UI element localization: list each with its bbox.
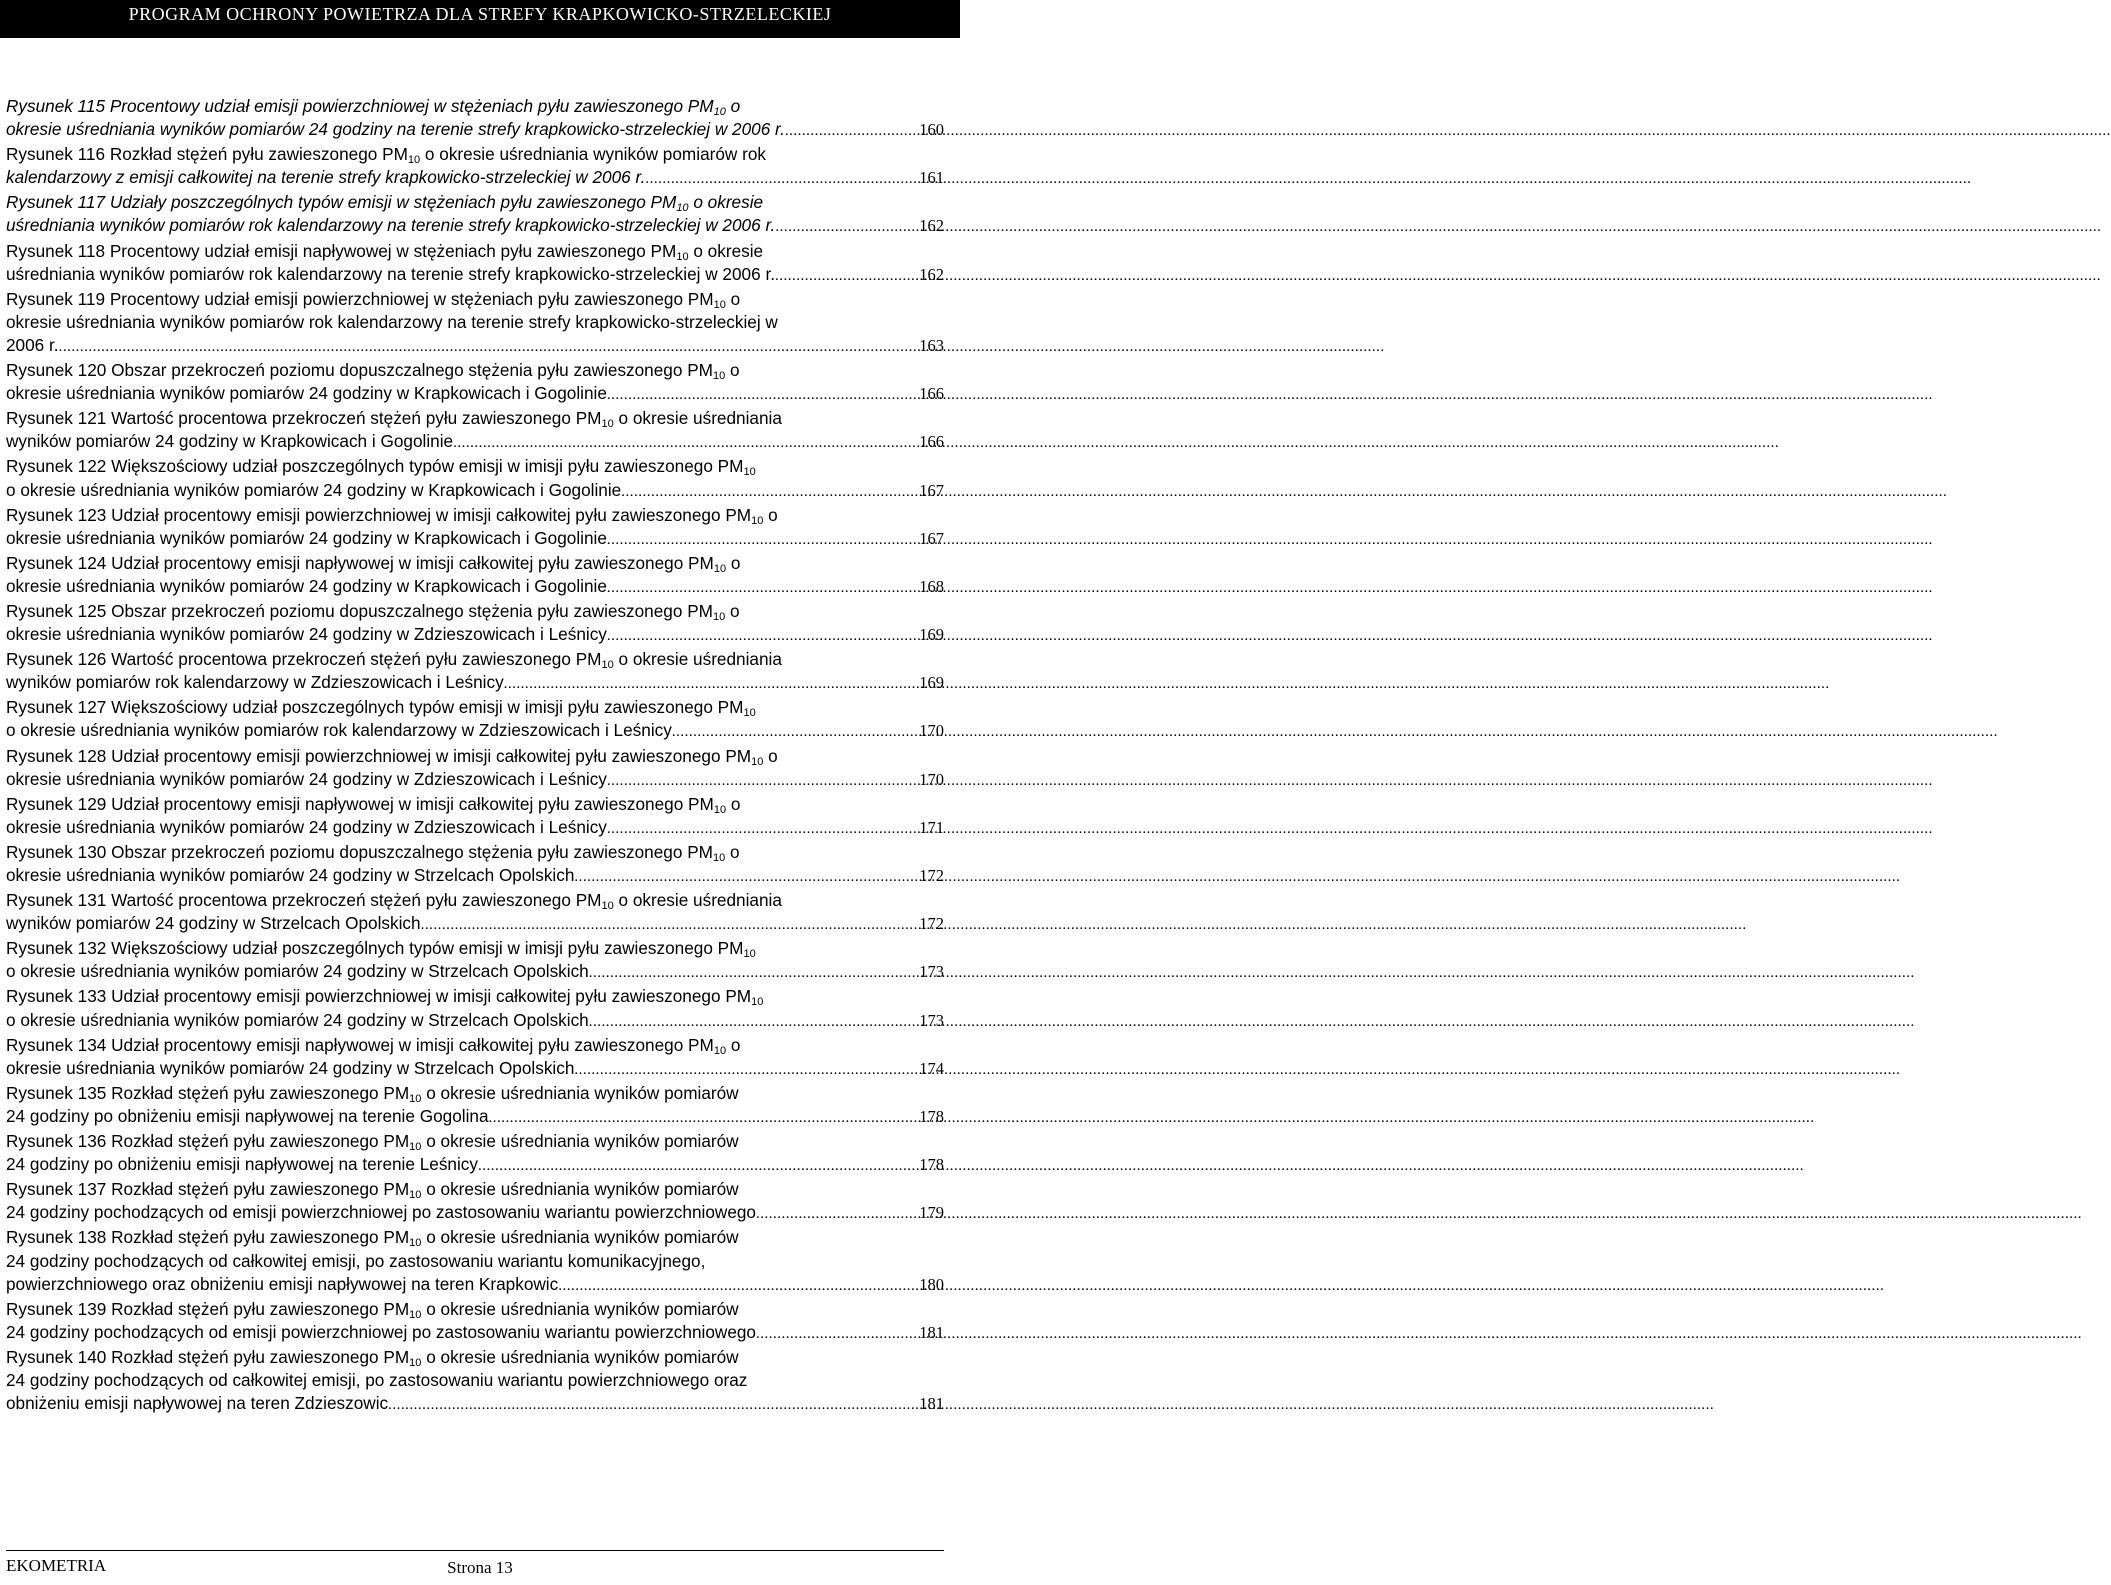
- toc-entry-text: [6, 912, 421, 935]
- leader-dots: [421, 914, 919, 937]
- toc-entry-line: [6, 1298, 944, 1321]
- text-segment: o okresie uśredniania wyników pomiarów 24 godziny w Krapkowicach i Gogolinie: [6, 479, 622, 500]
- leader-dots: [621, 481, 918, 504]
- leader-dots: [558, 1275, 918, 1298]
- toc-entry-text: [6, 1227, 739, 1250]
- text-segment: o okresie: [688, 192, 764, 213]
- toc-entry-text: [6, 1131, 739, 1154]
- toc-entry-text: [6, 842, 740, 862]
- toc-page-number[interactable]: 171: [919, 817, 944, 837]
- toc-entry[interactable]: [6, 745, 944, 793]
- toc-entry-text: [6, 1153, 478, 1176]
- toc-entry-line: [6, 768, 944, 793]
- text-segment: uśredniania wyników pomiarów rok kalendarzowy na terenie strefy krapkowicko-strzeleckiej w 2006 r.: [6, 215, 776, 236]
- text-segment: 24 godziny pochodzących od całkowitej emisji, po zastosowaniu wariantu powierzchniowego oraz: [6, 1369, 748, 1390]
- toc-entry-text: [6, 96, 740, 116]
- toc-entry[interactable]: [6, 191, 944, 239]
- toc-entry[interactable]: [6, 166, 944, 191]
- toc-page-number[interactable]: 181: [919, 1322, 944, 1342]
- text-segment: o okresie uśredniania wyników pomiarów rok kalendarzowy w Zdzieszowicach i Leśnicy: [6, 720, 672, 741]
- toc-entry-line: [6, 1273, 944, 1298]
- toc-entry-text: [6, 118, 785, 141]
- toc-entry-text: [6, 1105, 489, 1128]
- toc-entry-text: [6, 144, 766, 167]
- toc-entry[interactable]: [6, 600, 944, 648]
- text-segment: Rysunek 123 Udział procentowy emisji powierzchniowej w imisji całkowitej pyłu zawieszonego PM: [6, 504, 752, 525]
- text-segment: o: [726, 552, 741, 573]
- text-segment: o okresie uśredniania wyników pomiarów: [421, 1346, 739, 1367]
- toc-entry-text: [6, 1057, 574, 1080]
- toc-entry-text: [6, 1347, 739, 1367]
- toc-entry-line: [6, 696, 944, 719]
- toc-entry-line: [6, 527, 944, 552]
- subscript: 10: [712, 851, 726, 864]
- toc-entry-line: [6, 552, 944, 575]
- toc-entry-text: [6, 1370, 747, 1390]
- toc-entry[interactable]: [6, 240, 944, 288]
- toc-entry-line: [6, 1105, 944, 1130]
- toc-entry-text: [6, 601, 740, 621]
- text-segment: powierzchniowego oraz obniżeniu emisji napływowej na teren Krapkowic: [6, 1273, 559, 1294]
- subscript: 10: [409, 1189, 422, 1202]
- toc-entry-text: [6, 890, 782, 913]
- toc-entry-text: [6, 719, 672, 742]
- toc-entry-text: [6, 1273, 558, 1296]
- text-segment: obniżeniu emisji napływowej na teren Zdzieszowic: [6, 1393, 389, 1414]
- toc-entry-text: [6, 166, 645, 189]
- text-segment: Rysunek 132 Większościowy udział poszczególnych typów emisji w imisji pyłu zawieszonego PM: [6, 938, 744, 959]
- toc-entry-text: [6, 360, 740, 383]
- leader-dots: [775, 216, 918, 239]
- leader-dots: [607, 577, 918, 600]
- subscript: 10: [751, 755, 764, 768]
- text-segment: Rysunek 140 Rozkład stężeń pyłu zawieszonego PM: [6, 1346, 410, 1367]
- toc-entry-line: [6, 1034, 944, 1057]
- toc-entry-text: [6, 334, 59, 357]
- leader-dots: [607, 384, 918, 407]
- subscript: 10: [407, 154, 421, 167]
- subscript: 10: [713, 1044, 727, 1057]
- toc-entry-text: [6, 479, 621, 502]
- toc-entry-line: [6, 985, 944, 1008]
- header-title: PROGRAM OCHRONY POWIETRZA DLA STREFY KRAPKOWICKO-STRZELECKIEJ: [128, 4, 832, 24]
- footer-company: EKOMETRIA: [6, 1556, 107, 1575]
- toc-page-number[interactable]: 163: [919, 335, 944, 355]
- toc-entry-line: [6, 479, 944, 504]
- document-header: [0, 0, 960, 38]
- subscript: 10: [713, 106, 726, 118]
- toc-entry-line: [6, 1250, 944, 1273]
- text-segment: Rysunek 115 Procentowy udział emisji powierzchniowej w stężeniach pyłu zawieszonego PM: [6, 96, 714, 116]
- text-segment: Rysunek 137 Rozkład stężeń pyłu zawieszonego PM: [6, 1179, 410, 1200]
- leader-dots: [756, 1203, 918, 1226]
- text-segment: o: [725, 841, 740, 862]
- subscript: 10: [409, 1308, 422, 1321]
- toc-entry-line: [6, 1153, 944, 1178]
- toc-entry[interactable]: [6, 1346, 944, 1417]
- text-segment: o: [763, 745, 778, 766]
- toc-entry[interactable]: [6, 95, 944, 143]
- text-segment: o: [725, 600, 740, 621]
- text-segment: o: [725, 360, 740, 381]
- text-segment: okresie uśredniania wyników pomiarów 24 godziny w Zdzieszowicach i Leśnicy: [6, 768, 607, 789]
- text-segment: Rysunek 126 Wartość procentowa przekroczeń stężeń pyłu zawieszonego PM: [6, 649, 602, 670]
- toc-entry-line: [6, 334, 944, 359]
- text-segment: o: [726, 793, 741, 814]
- text-segment: o okresie uśredniania wyników pomiarów 24 godziny w Strzelcach Opolskich: [6, 1009, 589, 1030]
- toc-page-number[interactable]: 162: [919, 264, 944, 284]
- toc-entry-text: [6, 986, 764, 1009]
- leader-dots: [59, 336, 919, 359]
- leader-dots: [607, 625, 918, 648]
- text-segment: o okresie uśredniania wyników pomiarów 24 godziny w Strzelcach Opolskich: [6, 961, 589, 982]
- text-segment: o okresie uśredniania wyników pomiarów: [421, 1227, 739, 1248]
- toc-entry-text: [6, 960, 589, 983]
- toc-entry[interactable]: [6, 648, 944, 696]
- leader-dots: [504, 673, 919, 696]
- toc-entry[interactable]: [6, 889, 944, 937]
- text-segment: 24 godziny pochodzących od emisji powierzchniowej po zastosowaniu wariantu powierzchniowego: [6, 1321, 756, 1342]
- toc-page-number[interactable]: 161: [919, 168, 944, 188]
- toc-entry-line: [6, 240, 944, 263]
- toc-entry[interactable]: [6, 1130, 944, 1178]
- toc-entry-text: [6, 241, 763, 261]
- toc-page-number[interactable]: 172: [919, 866, 944, 885]
- toc-entry-line: [6, 504, 944, 527]
- toc-entry-text: [6, 1251, 705, 1271]
- leader-dots: [589, 962, 919, 985]
- toc-entry-line: [6, 288, 944, 311]
- toc-entry-text: [6, 1083, 739, 1103]
- toc-entry-line: [6, 960, 944, 985]
- text-segment: Rysunek 138 Rozkład stężeń pyłu zawieszonego PM: [6, 1227, 410, 1248]
- toc-page-number[interactable]: 172: [919, 914, 944, 934]
- toc-entry-text: [6, 623, 607, 646]
- text-segment: wyników pomiarów 24 godziny w Krapkowicach i Gogolinie: [6, 431, 454, 452]
- toc-entry-line: [6, 263, 944, 288]
- toc-entry-line: [6, 575, 944, 600]
- toc-page-number[interactable]: 160: [919, 120, 944, 140]
- toc-page-number[interactable]: 178: [919, 1155, 944, 1175]
- toc-entry-text: [6, 289, 740, 309]
- subscript: 10: [751, 996, 764, 1009]
- toc-entry[interactable]: [6, 696, 944, 744]
- text-segment: o okresie uśredniania: [613, 408, 782, 429]
- subscript: 10: [601, 659, 614, 672]
- toc-entry-text: [6, 864, 574, 887]
- toc-entry-line: [6, 1226, 944, 1249]
- toc-entry-line: [6, 1321, 944, 1346]
- text-segment: o okresie uśredniania: [613, 649, 782, 670]
- text-segment: o okresie uśredniania wyników pomiarów: [421, 1131, 739, 1152]
- toc-entry-line: [6, 311, 944, 334]
- text-segment: okresie uśredniania wyników pomiarów 24 godziny w Strzelcach Opolskich: [6, 865, 575, 885]
- text-segment: okresie uśredniania wyników pomiarów 24 godziny w Zdzieszowicach i Leśnicy: [6, 624, 607, 645]
- toc-entry-text: [6, 1201, 756, 1224]
- toc-page-number[interactable]: 174: [919, 1058, 944, 1078]
- toc-entry-text: [6, 1009, 589, 1032]
- text-segment: o okresie uśredniania wyników pomiarów: [421, 1179, 739, 1200]
- toc-entry[interactable]: [6, 841, 944, 889]
- toc-entry-line: [6, 1009, 944, 1034]
- footer-page-number: Strona 13: [447, 1558, 513, 1577]
- subscript: 10: [713, 562, 727, 575]
- toc-entry[interactable]: [6, 288, 944, 359]
- toc-entry[interactable]: [6, 143, 944, 166]
- leader-dots: [756, 1323, 918, 1346]
- text-segment: kalendarzowy z emisji całkowitej na terenie strefy krapkowicko-strzeleckiej w 2006 r.: [6, 167, 646, 188]
- toc-page-number[interactable]: 169: [919, 673, 944, 693]
- toc-entry-text: [6, 456, 756, 479]
- toc-entry-line: [6, 648, 944, 671]
- text-segment: Rysunek 128 Udział procentowy emisji powierzchniowej w imisji całkowitej pyłu zawieszonego PM: [6, 745, 752, 766]
- toc-entry-line: [6, 1178, 944, 1201]
- figure-list: [6, 95, 944, 1417]
- toc-entry-line: [6, 143, 944, 166]
- toc-page-number[interactable]: 181: [919, 1394, 944, 1414]
- toc-entry-text: [6, 1321, 756, 1344]
- subscript: 10: [601, 418, 614, 431]
- toc-entry[interactable]: [6, 1034, 944, 1082]
- toc-entry-text: [6, 938, 756, 961]
- toc-entry-text: [6, 768, 607, 791]
- toc-entry-line: [6, 1082, 944, 1105]
- toc-entry-line: [6, 889, 944, 912]
- text-segment: o okresie uśredniania: [613, 890, 782, 911]
- toc-entry[interactable]: [6, 1178, 944, 1226]
- leader-dots: [645, 168, 918, 191]
- toc-page-number[interactable]: 173: [919, 962, 944, 982]
- toc-entry[interactable]: [6, 455, 944, 503]
- text-segment: okresie uśredniania wyników pomiarów 24 godziny w Krapkowicach i Gogolinie: [6, 383, 607, 404]
- subscript: 10: [409, 1237, 422, 1250]
- subscript: 10: [712, 370, 726, 383]
- toc-page-number[interactable]: 169: [919, 625, 944, 645]
- toc-entry-text: [6, 382, 607, 405]
- toc-entry-line: [6, 719, 944, 744]
- toc-entry-line: [6, 1057, 944, 1082]
- toc-entry-line: [6, 430, 944, 455]
- subscript: 10: [713, 803, 727, 816]
- toc-entry-line: [6, 816, 944, 841]
- toc-entry-line: [6, 912, 944, 937]
- toc-entry[interactable]: [6, 1082, 944, 1130]
- toc-entry-line: [6, 1369, 944, 1392]
- subscript: 10: [743, 948, 756, 961]
- toc-entry-line: [6, 95, 944, 118]
- leader-dots: [785, 120, 918, 143]
- text-segment: o okresie uśredniania wyników pomiarów rok: [420, 144, 766, 165]
- text-segment: o okresie uśredniania wyników pomiarów: [421, 1082, 739, 1103]
- leader-dots: [607, 818, 918, 841]
- toc-page-number[interactable]: 162: [919, 216, 944, 236]
- toc-entry-text: [6, 816, 607, 839]
- leader-dots: [388, 1394, 918, 1417]
- text-segment: o okresie: [688, 240, 764, 261]
- toc-entry[interactable]: [6, 1226, 944, 1297]
- text-segment: Rysunek 116 Rozkład stężeń pyłu zawieszonego PM: [6, 144, 408, 165]
- leader-dots: [775, 265, 918, 288]
- toc-page-number[interactable]: 170: [919, 721, 944, 741]
- toc-entry[interactable]: [6, 504, 944, 552]
- toc-entry-text: [6, 697, 756, 720]
- toc-entry-line: [6, 118, 944, 143]
- toc-entry-line: [6, 1392, 944, 1417]
- toc-entry-line: [6, 382, 944, 407]
- leader-dots: [574, 1059, 918, 1082]
- text-segment: okresie uśredniania wyników pomiarów 24 godziny na terenie strefy krapkowicko-strzeleckiej w 2006 r.: [6, 119, 785, 140]
- toc-page-number[interactable]: 167: [919, 480, 944, 500]
- toc-entry[interactable]: [6, 552, 944, 600]
- toc-entry-line: [6, 191, 944, 214]
- text-segment: Rysunek 119 Procentowy udział emisji powierzchniowej w stężeniach pyłu zawieszonego PM: [6, 288, 714, 309]
- toc-entry-line: [6, 745, 944, 768]
- toc-entry-line: [6, 1201, 944, 1226]
- toc-entry-text: [6, 575, 607, 598]
- footer-divider: [6, 1550, 944, 1551]
- text-segment: Rysunek 122 Większościowy udział poszczególnych typów emisji w imisji pyłu zawieszonego PM: [6, 456, 744, 477]
- text-segment: okresie uśredniania wyników pomiarów 24 godziny w Krapkowicach i Gogolinie: [6, 527, 607, 548]
- text-segment: Rysunek 120 Obszar przekroczeń poziomu dopuszczalnego stężenia pyłu zawieszonego PM: [6, 360, 713, 381]
- toc-page-number[interactable]: 166: [919, 384, 944, 404]
- toc-entry-line: [6, 671, 944, 696]
- toc-entry-line: [6, 841, 944, 864]
- leader-dots: [607, 529, 918, 552]
- leader-dots: [478, 1155, 918, 1178]
- toc-entry-line: [6, 214, 944, 239]
- toc-entry-text: [6, 553, 740, 573]
- text-segment: Rysunek 118 Procentowy udział emisji napływowej w stężeniach pyłu zawieszonego PM: [6, 240, 677, 261]
- text-segment: wyników pomiarów 24 godziny w Strzelcach Opolskich: [6, 913, 421, 934]
- text-segment: o: [725, 288, 741, 309]
- toc-entry-line: [6, 407, 944, 430]
- toc-page-number[interactable]: 166: [919, 432, 944, 452]
- leader-dots: [489, 1107, 919, 1130]
- toc-page-number[interactable]: 179: [919, 1203, 944, 1223]
- toc-entry-text: [6, 527, 607, 550]
- text-segment: okresie uśredniania wyników pomiarów 24 godziny w Strzelcach Opolskich: [6, 1057, 575, 1078]
- leader-dots: [574, 866, 918, 889]
- toc-page-number[interactable]: 168: [919, 576, 944, 596]
- text-segment: Rysunek 129 Udział procentowy emisji napływowej w imisji całkowitej pyłu zawieszonego PM: [6, 793, 714, 814]
- text-segment: Rysunek 134 Udział procentowy emisji napływowej w imisji całkowitej pyłu zawieszonego PM: [6, 1034, 714, 1055]
- text-segment: Rysunek 131 Wartość procentowa przekroczeń stężeń pyłu zawieszonego PM: [6, 890, 602, 911]
- leader-dots: [589, 1011, 919, 1034]
- text-segment: 24 godziny po obniżeniu emisji napływowej na terenie Gogolina: [6, 1105, 489, 1126]
- subscript: 10: [751, 514, 764, 527]
- toc-entry[interactable]: [6, 985, 944, 1033]
- toc-page-number[interactable]: 170: [919, 769, 944, 789]
- text-segment: o: [726, 1034, 741, 1055]
- text-segment: o okresie uśredniania wyników pomiarów: [421, 1298, 739, 1319]
- toc-entry-text: [6, 505, 778, 525]
- subscript: 10: [409, 1141, 422, 1154]
- toc-entry-text: [6, 263, 775, 286]
- text-segment: Rysunek 117 Udziały poszczególnych typów emisji w stężeniach pyłu zawieszonego PM: [6, 192, 677, 213]
- toc-entry-text: [6, 746, 778, 766]
- toc-entry[interactable]: [6, 407, 944, 455]
- toc-entry-text: [6, 671, 504, 694]
- toc-entry[interactable]: [6, 937, 944, 985]
- toc-entry-text: [6, 1179, 739, 1202]
- leader-dots: [672, 721, 918, 744]
- toc-entry-line: [6, 937, 944, 960]
- toc-entry-text: [6, 214, 775, 237]
- text-segment: Rysunek 125 Obszar przekroczeń poziomu dopuszczalnego stężenia pyłu zawieszonego PM: [6, 600, 713, 621]
- text-segment: 2006 r.: [6, 334, 59, 355]
- toc-entry[interactable]: [6, 793, 944, 841]
- text-segment: Rysunek 139 Rozkład stężeń pyłu zawieszonego PM: [6, 1298, 410, 1319]
- toc-entry-text: [6, 1035, 740, 1055]
- toc-entry-line: [6, 623, 944, 648]
- text-segment: Rysunek 124 Udział procentowy emisji napływowej w imisji całkowitej pyłu zawieszonego PM: [6, 552, 714, 573]
- toc-entry-line: [6, 1346, 944, 1369]
- subscript: 10: [712, 610, 726, 623]
- text-segment: Rysunek 130 Obszar przekroczeń poziomu dopuszczalnego stężenia pyłu zawieszonego PM: [6, 841, 713, 862]
- toc-entry-text: [6, 1299, 739, 1319]
- subscript: 10: [713, 298, 726, 311]
- toc-entry-text: [6, 312, 778, 332]
- text-segment: Rysunek 127 Większościowy udział poszczególnych typów emisji w imisji pyłu zawieszonego PM: [6, 697, 744, 718]
- text-segment: okresie uśredniania wyników pomiarów rok kalendarzowy na terenie strefy krapkowicko-strzeleckiej w: [6, 311, 778, 332]
- text-segment: 24 godziny pochodzących od emisji powierzchniowej po zastosowaniu wariantu powierzchniowego: [6, 1202, 756, 1223]
- toc-entry-line: [6, 166, 944, 191]
- toc-entry-line: [6, 793, 944, 816]
- toc-page-number[interactable]: 178: [919, 1106, 944, 1126]
- text-segment: Rysunek 133 Udział procentowy emisji powierzchniowej w imisji całkowitej pyłu zawieszonego PM: [6, 986, 752, 1007]
- toc-entry-line: [6, 600, 944, 623]
- text-segment: okresie uśredniania wyników pomiarów 24 godziny w Krapkowicach i Gogolinie: [6, 575, 607, 596]
- toc-page-number[interactable]: 180: [919, 1274, 944, 1294]
- toc-entry-text: [6, 408, 782, 431]
- toc-entry-text: [6, 1392, 388, 1415]
- text-segment: 24 godziny pochodzących od całkowitej emisji, po zastosowaniu wariantu komunikacyjnego,: [6, 1250, 706, 1271]
- subscript: 10: [409, 1092, 422, 1105]
- toc-entry[interactable]: [6, 1298, 944, 1346]
- toc-entry[interactable]: [6, 359, 944, 407]
- subscript: 10: [676, 202, 689, 215]
- toc-entry-text: [6, 794, 740, 814]
- text-segment: Rysunek 135 Rozkład stężeń pyłu zawieszonego PM: [6, 1082, 410, 1103]
- toc-entry-text: [6, 649, 782, 672]
- subscript: 10: [743, 466, 756, 479]
- subscript: 10: [409, 1356, 422, 1369]
- text-segment: wyników pomiarów rok kalendarzowy w Zdzieszowicach i Leśnicy: [6, 672, 504, 693]
- toc-entry-line: [6, 864, 944, 889]
- toc-page-number[interactable]: 167: [919, 528, 944, 548]
- toc-entry-text: [6, 430, 453, 453]
- text-segment: Rysunek 121 Wartość procentowa przekroczeń stężeń pyłu zawieszonego PM: [6, 408, 602, 429]
- leader-dots: [607, 770, 918, 793]
- subscript: 10: [676, 250, 689, 263]
- toc-entry-line: [6, 455, 944, 478]
- text-segment: Rysunek 136 Rozkład stężeń pyłu zawieszonego PM: [6, 1131, 410, 1152]
- text-segment: uśredniania wyników pomiarów rok kalendarzowy na terenie strefy krapkowicko-strzeleckiej w 2006 r.: [6, 263, 775, 284]
- text-segment: o: [763, 504, 778, 525]
- subscript: 10: [601, 900, 614, 913]
- subscript: 10: [743, 707, 756, 720]
- text-segment: okresie uśredniania wyników pomiarów 24 godziny w Zdzieszowicach i Leśnicy: [6, 816, 607, 837]
- toc-entry-line: [6, 1130, 944, 1153]
- toc-entry-line: [6, 359, 944, 382]
- toc-entry-text: [6, 192, 764, 215]
- toc-page-number[interactable]: 173: [919, 1010, 944, 1030]
- text-segment: 24 godziny po obniżeniu emisji napływowej na terenie Leśnicy: [6, 1154, 478, 1175]
- leader-dots: [453, 432, 918, 455]
- text-segment: o: [725, 96, 741, 116]
